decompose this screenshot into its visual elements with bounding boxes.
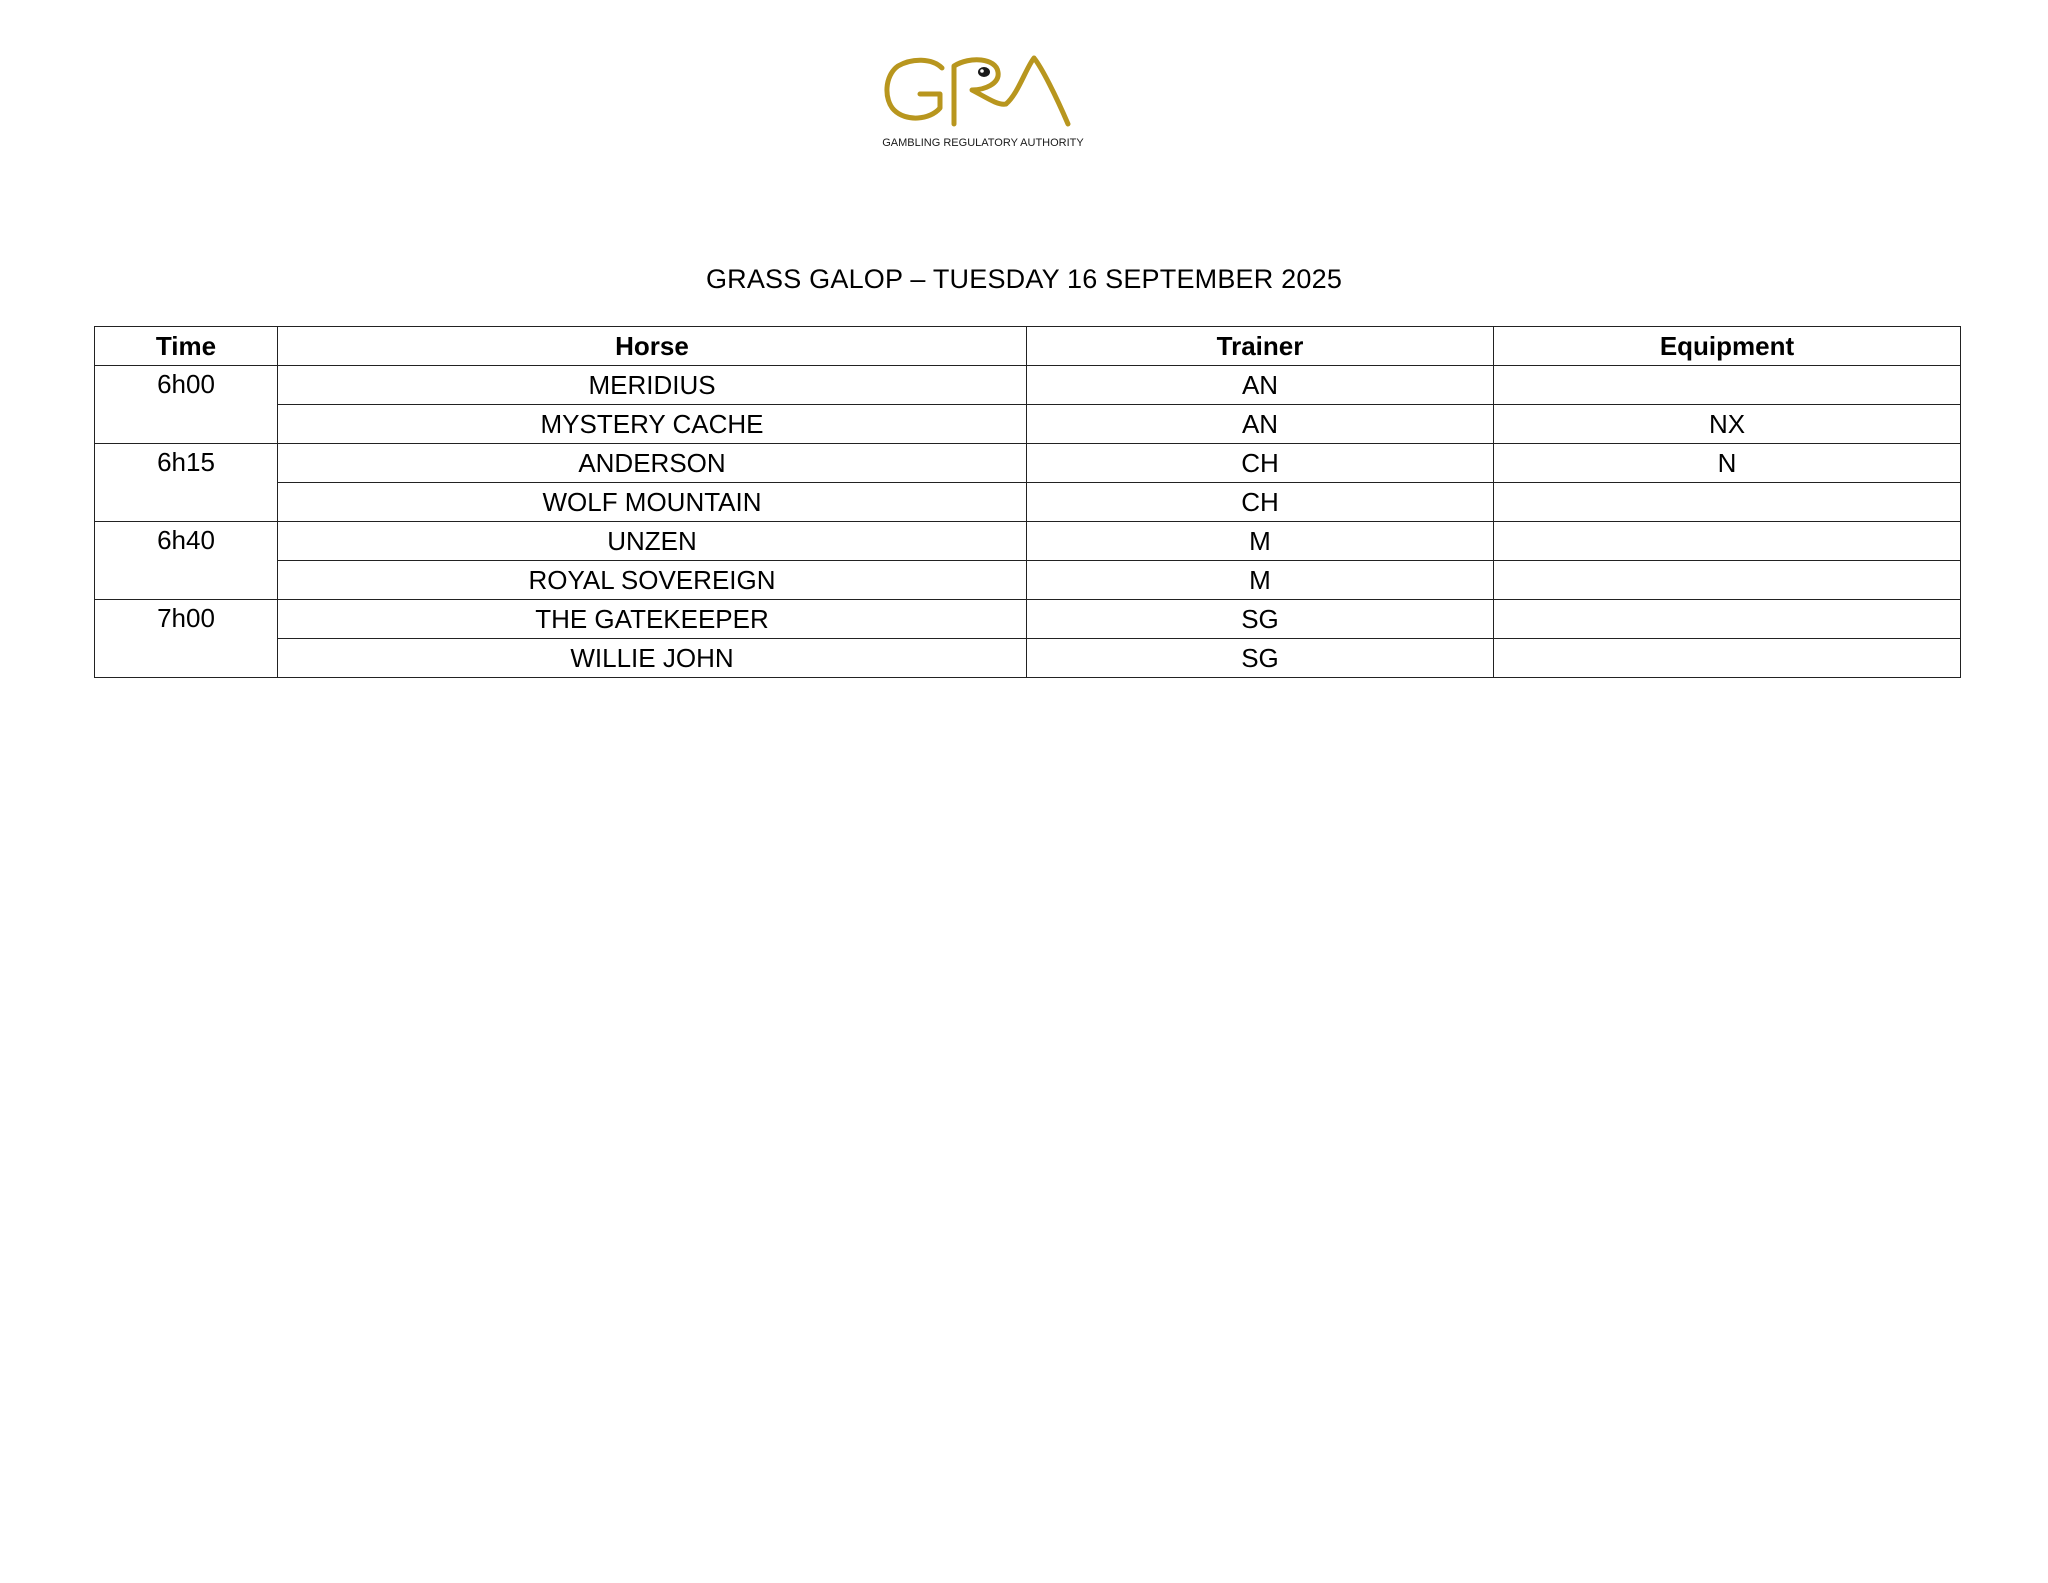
horse-cell: WILLIE JOHN (278, 639, 1027, 678)
table-row (95, 522, 1961, 561)
header-horse: Horse (278, 327, 1027, 366)
table-row (95, 405, 1961, 444)
trainer-cell: M (1027, 522, 1494, 561)
equipment-cell (1494, 366, 1961, 405)
equipment-cell (1494, 483, 1961, 522)
trainer-cell: CH (1027, 483, 1494, 522)
trainer-cell: AN (1027, 405, 1494, 444)
page-title: GRASS GALOP – TUESDAY 16 SEPTEMBER 2025 (705, 264, 1343, 294)
header-time: Time (95, 327, 278, 366)
header-trainer: Trainer (1027, 327, 1494, 366)
trainer-cell: SG (1027, 600, 1494, 639)
equipment-cell (1494, 639, 1961, 678)
equipment-cell (1494, 561, 1961, 600)
table-row (95, 639, 1961, 678)
equipment-cell: N (1494, 444, 1961, 483)
time-cell: 6h15 (95, 444, 278, 522)
equipment-cell (1494, 600, 1961, 639)
horse-cell: UNZEN (278, 522, 1027, 561)
horse-cell: MYSTERY CACHE (278, 405, 1027, 444)
horse-cell: ROYAL SOVEREIGN (278, 561, 1027, 600)
trainer-cell: M (1027, 561, 1494, 600)
horse-cell: MERIDIUS (278, 366, 1027, 405)
table-row (95, 600, 1961, 639)
trainer-cell: CH (1027, 444, 1494, 483)
equipment-cell (1494, 522, 1961, 561)
logo-caption: GAMBLING REGULATORY AUTHORITY (882, 137, 1084, 149)
header-equipment: Equipment (1494, 327, 1961, 366)
table-row (95, 444, 1961, 483)
table-row (95, 561, 1961, 600)
horse-cell: WOLF MOUNTAIN (278, 483, 1027, 522)
gra-logo-mark (880, 50, 1086, 155)
galop-table (94, 326, 1961, 678)
time-cell: 6h00 (95, 366, 278, 444)
time-cell: 7h00 (95, 600, 278, 678)
horse-cell: ANDERSON (278, 444, 1027, 483)
horse-cell: THE GATEKEEPER (278, 600, 1027, 639)
table-row (95, 366, 1961, 405)
gra-logo (880, 50, 1086, 155)
trainer-cell: AN (1027, 366, 1494, 405)
time-cell: 6h40 (95, 522, 278, 600)
equipment-cell: NX (1494, 405, 1961, 444)
table-row (95, 483, 1961, 522)
trainer-cell: SG (1027, 639, 1494, 678)
table-header-row (95, 327, 1961, 366)
